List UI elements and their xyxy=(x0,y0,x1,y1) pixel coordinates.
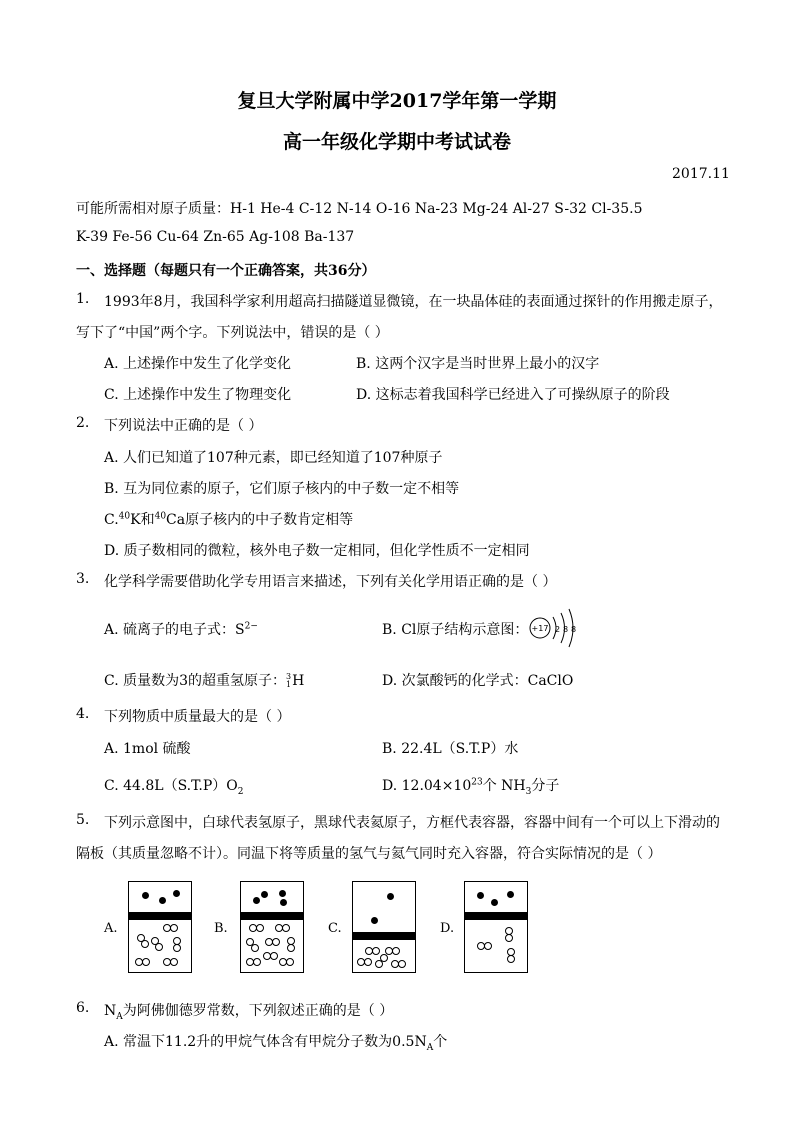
q1-stem: 1993年8月，我国科学家利用超高扫描隧道显微镜，在一块晶体硅的表面通过探针的作用搬走原子， xyxy=(104,294,723,310)
hydrogen-atom xyxy=(484,942,492,950)
q3-c-text: C. 质量数为3的超重氢原子： xyxy=(104,673,287,689)
q4-stem: 下列物质中质量最大的是（ ） xyxy=(104,709,291,725)
q3-option-d: D. 次氯酸钙的化学式：CaClO xyxy=(382,673,574,689)
q3-c-atomic-number: 1 xyxy=(286,680,292,689)
q4-option-a: A. 1mol 硫酸 xyxy=(104,741,191,757)
q2-c-label: C. xyxy=(104,512,119,528)
q6-stem-n: N xyxy=(104,1003,117,1019)
q5-label-d: D. xyxy=(440,921,455,936)
hydrogen-atom xyxy=(253,958,261,966)
q1-stem-cont: 写下了“中国”两个字。下列说法中，错误的是（ ） xyxy=(76,325,389,341)
q2-stem: 下列说法中正确的是（ ） xyxy=(104,418,263,434)
exam-title-school: 复旦大学附属中学2017学年第一学期 xyxy=(237,90,557,112)
q4-d-text: D. 12.04×10 xyxy=(382,778,472,794)
q3-option-b: B. Cl原子结构示意图： xyxy=(382,622,529,638)
q6-a-subscript: A xyxy=(426,1042,434,1053)
cl-nucleus-charge: +17 xyxy=(531,624,549,633)
q4-option-d xyxy=(382,775,559,795)
hydrogen-atom xyxy=(287,944,295,952)
hydrogen-atom xyxy=(286,958,294,966)
q4-option-b: B. 22.4L（S.T.P）水 xyxy=(382,741,519,757)
cl-atom-structure-diagram xyxy=(526,603,578,653)
hydrogen-atom xyxy=(372,947,380,955)
partition-a xyxy=(129,912,191,920)
helium-atom xyxy=(371,917,378,924)
q6-a-text: A. 常温下11.2升的甲烷气体含有甲烷分子数为0.5N xyxy=(104,1034,427,1050)
q2-option-d: D. 质子数相同的微粒，核外电子数一定相同，但化学性质不一定相同 xyxy=(104,543,530,559)
q6-stem-text: 为阿佛伽德罗常数，下列叙述正确的是（ ） xyxy=(122,1003,394,1019)
helium-atom xyxy=(280,899,287,906)
q2-number: 2. xyxy=(76,415,90,431)
hydrogen-atom xyxy=(364,958,372,966)
q3-c-nuclide xyxy=(286,673,291,689)
q2-c-mid: K和 xyxy=(130,512,155,528)
q1-number: 1. xyxy=(76,291,90,307)
exam-date: 2017.11 xyxy=(672,166,730,182)
hydrogen-atom xyxy=(251,944,259,952)
q3-c-symbol: H xyxy=(292,673,305,689)
hydrogen-atom xyxy=(141,940,149,948)
q6-option-a xyxy=(104,1031,447,1051)
hydrogen-atom xyxy=(507,955,515,963)
container-b xyxy=(240,881,304,973)
partition-d xyxy=(465,912,527,920)
q4-d-subscript: 3 xyxy=(525,786,532,797)
q2-c-mass1: 40 xyxy=(118,511,131,522)
q2-option-c xyxy=(104,509,353,529)
helium-atom xyxy=(507,891,514,898)
hydrogen-atom xyxy=(173,944,181,952)
atomic-masses-line2: K-39 Fe-56 Cu-64 Zn-65 Ag-108 Ba-137 xyxy=(76,229,355,245)
hydrogen-atom xyxy=(380,954,388,962)
q5-label-c: C. xyxy=(328,921,342,936)
cl-shell-1: 2 xyxy=(555,625,561,634)
hydrogen-atom xyxy=(155,943,163,951)
q4-number: 4. xyxy=(76,706,90,722)
q4-d-rest: 分子 xyxy=(531,778,560,794)
cl-shell-3: 8 xyxy=(571,625,577,634)
q5-stem-cont: 隔板（其质量忽略不计）。同温下将等质量的氢气与氦气同时充入容器，符合实际情况的是（ ） xyxy=(76,846,662,862)
q4-option-c xyxy=(104,775,244,795)
helium-atom xyxy=(173,890,180,897)
hydrogen-atom xyxy=(392,947,400,955)
helium-atom xyxy=(279,890,286,897)
q2-c-mass2: 40 xyxy=(154,511,167,522)
q5-number: 5. xyxy=(76,812,90,828)
section-heading: 一、选择题（每题只有一个正确答案，共36分） xyxy=(76,263,376,279)
helium-atom xyxy=(477,892,484,899)
partition-c xyxy=(353,932,415,940)
helium-atom xyxy=(387,893,394,900)
q1-option-b: B. 这两个汉字是当时世界上最小的汉字 xyxy=(356,356,600,372)
q3-a-charge: 2− xyxy=(244,621,258,632)
hydrogen-atom xyxy=(270,952,278,960)
q6-stem-subscript: A xyxy=(116,1011,123,1022)
cl-shell-2: 8 xyxy=(563,625,569,634)
hydrogen-atom xyxy=(256,924,264,932)
hydrogen-atom xyxy=(282,924,290,932)
hydrogen-atom xyxy=(398,960,406,968)
q3-stem: 化学科学需要借助化学专用语言来描述，下列有关化学用语正确的是（ ） xyxy=(104,574,557,590)
q2-option-a: A. 人们已知道了107种元素，即已经知道了107种原子 xyxy=(104,450,443,466)
q6-a-rest: 个 xyxy=(433,1034,448,1050)
exam-title-course: 高一年级化学期中考试试卷 xyxy=(282,131,511,153)
atomic-masses-line1: 可能所需相对原子质量：H-1 He-4 C-12 N-14 O-16 Na-23 Mg-24 Al-27 S-32 Cl-35.5 xyxy=(76,201,643,217)
q1-option-c: C. 上述操作中发生了物理变化 xyxy=(104,387,292,403)
helium-atom xyxy=(142,892,149,899)
q3-c-mass-number: 3 xyxy=(286,672,292,681)
hydrogen-atom xyxy=(170,924,178,932)
q4-d-exponent: 23 xyxy=(471,777,483,788)
q4-c-text: C. 44.8L（S.T.P）O xyxy=(104,778,238,794)
q3-option-c xyxy=(104,670,304,690)
q5-label-b: B. xyxy=(214,921,228,936)
q1-option-d: D. 这标志着我国科学已经进入了可操纵原子的阶段 xyxy=(356,387,670,403)
q6-number: 6. xyxy=(76,1000,90,1016)
q6-stem xyxy=(104,1000,393,1020)
hydrogen-atom xyxy=(505,934,513,942)
helium-atom xyxy=(253,897,260,904)
q4-c-subscript: 2 xyxy=(237,786,244,797)
hydrogen-atom xyxy=(272,938,280,946)
q2-option-b: B. 互为同位素的原子，它们原子核内的中子数一定不相等 xyxy=(104,481,460,497)
container-c xyxy=(352,881,416,973)
q2-c-rest: Ca原子核内的中子数肯定相等 xyxy=(166,512,354,528)
helium-atom xyxy=(159,897,166,904)
q5-label-a: A. xyxy=(104,921,118,936)
q3-number: 3. xyxy=(76,571,90,587)
hydrogen-atom xyxy=(142,958,150,966)
q4-d-mid: 个 NH xyxy=(482,778,526,794)
q1-option-a: A. 上述操作中发生了化学变化 xyxy=(104,356,292,372)
helium-atom xyxy=(491,899,498,906)
container-a xyxy=(128,881,192,973)
q3-option-a xyxy=(104,619,258,639)
q5-stem: 下列示意图中，白球代表氢原子，黑球代表氦原子，方框代表容器，容器中间有一个可以上下滑动的 xyxy=(104,815,720,831)
hydrogen-atom xyxy=(170,958,178,966)
partition-b xyxy=(241,912,303,920)
helium-atom xyxy=(261,891,268,898)
container-d xyxy=(464,881,528,973)
q3-a-text: A. 硫离子的电子式：S xyxy=(104,622,245,638)
